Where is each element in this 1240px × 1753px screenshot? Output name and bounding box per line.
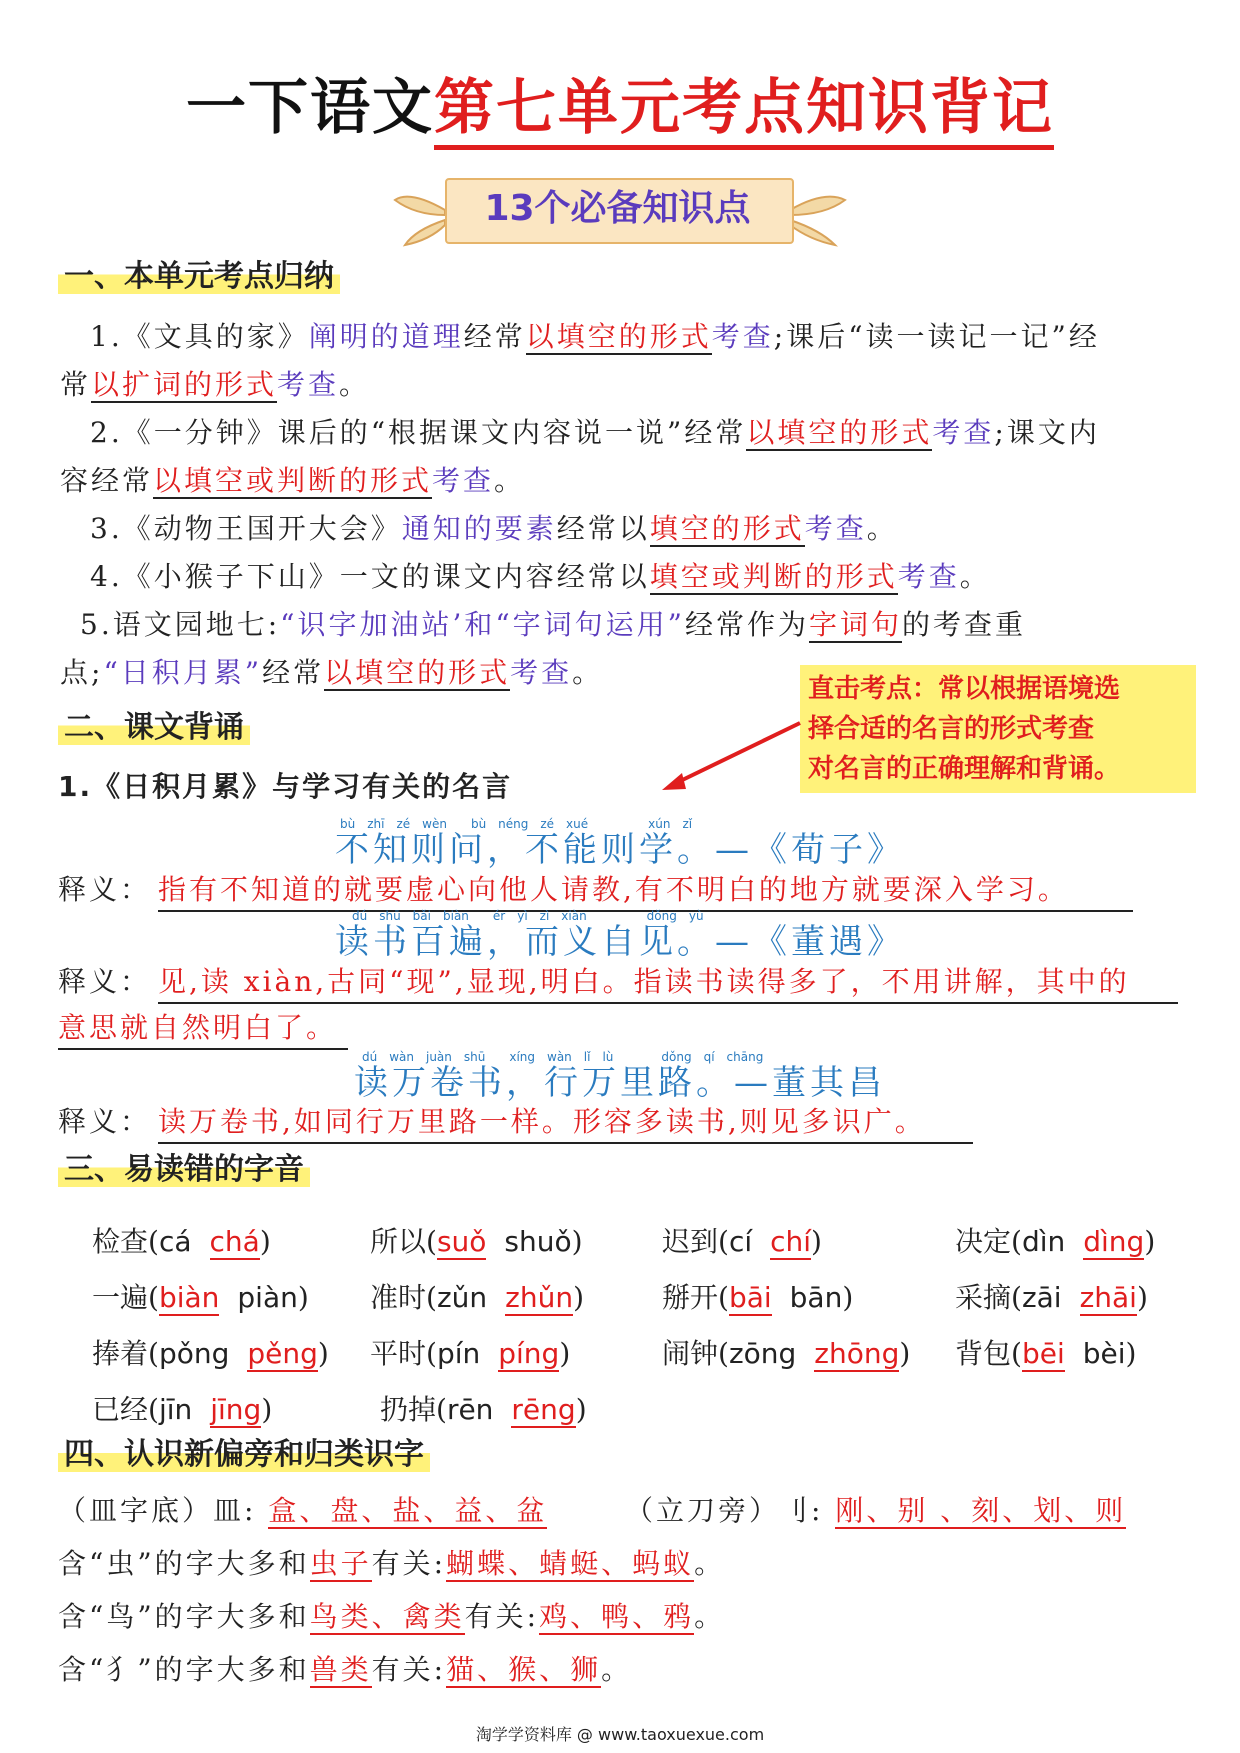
text: 。 <box>572 656 604 689</box>
quote-3-explanation: 读万卷书,如同行万里路一样。形容多读书,则见多识广。 <box>158 1100 973 1144</box>
text: 已经( <box>92 1393 159 1426</box>
text: 所以( <box>370 1225 437 1258</box>
text: 考查 <box>711 320 774 353</box>
text: ) <box>1136 1281 1148 1314</box>
text: dìn <box>1021 1225 1066 1258</box>
s1-item4 <box>90 553 991 601</box>
text: jīng <box>210 1393 262 1426</box>
text: 1.《文具的家》 <box>90 320 309 353</box>
text: cí <box>728 1225 753 1258</box>
banner <box>390 170 850 252</box>
page-title <box>0 68 1240 148</box>
text: 点; <box>60 656 104 689</box>
text: 含“鸟”的字大多和 <box>58 1600 310 1633</box>
explain-label: 释义： <box>58 873 152 906</box>
text: bāi <box>728 1281 772 1314</box>
text: 捧着( <box>92 1337 159 1370</box>
text: 有关: <box>371 1653 447 1686</box>
text: 以填空的形式 <box>324 656 511 689</box>
section-1-title: 一、本单元考点归纳 <box>58 259 340 294</box>
quote-2-explanation-line2: 意思就自然明白了。 <box>58 1006 348 1050</box>
text: 。 <box>494 464 526 497</box>
text: ) <box>1144 1225 1156 1258</box>
quote-1-explanation: 指有不知道的就要虚心向他人请教,有不明白的地方就要深入学习。 <box>158 868 1133 912</box>
text: bèi <box>1082 1337 1126 1370</box>
section-2-heading <box>58 708 250 748</box>
pronunciation-item <box>370 1220 583 1260</box>
text: 经常以 <box>556 512 650 545</box>
text: 5.语文园地七: <box>80 608 281 641</box>
text: 考查 <box>510 656 573 689</box>
text: 盒、盘、盐、益、盆 <box>268 1494 548 1527</box>
quote-3: 读万卷书，行万里路。—董其昌 <box>354 1063 886 1103</box>
text: 兽类 <box>309 1653 372 1686</box>
s1-item5-line2 <box>60 649 603 697</box>
text: zhāi <box>1079 1281 1137 1314</box>
text: zōng <box>728 1337 797 1370</box>
text: 。 <box>601 1653 633 1686</box>
text: ) <box>297 1281 309 1314</box>
text: （皿字底）皿: <box>58 1494 257 1527</box>
s4-line1-right <box>625 1487 1126 1535</box>
explain-label: 释义： <box>58 1105 152 1138</box>
text: 掰开( <box>662 1281 729 1314</box>
text: biàn <box>158 1281 220 1314</box>
s4-line3 <box>58 1593 725 1641</box>
pronunciation-item <box>662 1220 822 1260</box>
text: 3.《动物王国开大会》 <box>90 512 402 545</box>
s4-line4 <box>58 1646 632 1694</box>
s4-line1-left <box>58 1487 547 1535</box>
exam-tip-note <box>800 665 1196 793</box>
s1-item2-line2 <box>60 457 525 505</box>
text: 平时( <box>370 1337 437 1370</box>
section-4-heading <box>58 1435 430 1475</box>
arrow-icon <box>660 715 810 795</box>
text: 填空或判断的形式 <box>649 560 898 593</box>
text: píng <box>498 1337 560 1370</box>
quote-2: 读书百遍，而义自见。—《董遇》 <box>335 922 905 962</box>
text: 以填空的形式 <box>746 416 933 449</box>
text: 猫、猴、狮 <box>446 1653 602 1686</box>
text: chá <box>209 1225 260 1258</box>
text: ) <box>559 1337 571 1370</box>
text: 鸡、鸭、鸦 <box>539 1600 695 1633</box>
text: 填空的形式 <box>649 512 805 545</box>
text: 经常 <box>262 656 325 689</box>
text: 以扩词的形式 <box>91 368 278 401</box>
text: chí <box>770 1225 812 1258</box>
note-line: 直击考点：常以根据语境选 <box>808 674 1121 704</box>
text: 。 <box>339 368 371 401</box>
q1-pinyin: bù zhī zé wèn bù néng zé xué xún zǐ <box>340 817 693 831</box>
s1-item1-line1 <box>90 313 1100 361</box>
text: 4.《小猴子下山》一文的课文内容经常以 <box>90 560 650 593</box>
text: 有关: <box>464 1600 540 1633</box>
s1-item2-line1 <box>90 409 1100 457</box>
quote-2-explanation-line1: 见,读 xiàn,古同“现”,显现,明白。指读书读得多了，不用讲解，其中的 <box>158 960 1178 1004</box>
quote-1: 不知则问，不能则学。—《荀子》 <box>335 830 905 870</box>
text: ) <box>575 1393 587 1426</box>
text: pěng <box>247 1337 318 1370</box>
text: 2.《一分钟》课后的“根据课文内容说一说”经常 <box>90 416 747 449</box>
text: 有关: <box>371 1547 447 1580</box>
pronunciation-item <box>92 1388 272 1428</box>
text: 阐明的道理 <box>308 320 464 353</box>
text: rēng <box>511 1393 576 1426</box>
text: 含“犭”的字大多和 <box>58 1653 310 1686</box>
text: bēi <box>1021 1337 1065 1370</box>
explain-label: 释义： <box>58 965 152 998</box>
text: 通知的要素 <box>401 512 557 545</box>
text: 。 <box>866 512 898 545</box>
text: 以填空或判断的形式 <box>153 464 433 497</box>
text: cá <box>158 1225 192 1258</box>
text: （立刀旁）刂: <box>625 1494 824 1527</box>
text: 。 <box>694 1547 726 1580</box>
pronunciation-item <box>92 1220 271 1260</box>
text: ;课后“读一读记一记”经 <box>773 320 1100 353</box>
title-part1: 一下语文 <box>186 73 434 143</box>
text: 考查 <box>804 512 867 545</box>
text: 。 <box>959 560 991 593</box>
q3-pinyin: dú wàn juàn shū xíng wàn lǐ lù dǒng qí chāng <box>362 1050 764 1064</box>
text: ) <box>571 1225 583 1258</box>
text: 考查 <box>932 416 995 449</box>
text: 容经常 <box>60 464 154 497</box>
text: suǒ <box>436 1225 487 1258</box>
pronunciation-item <box>370 1332 570 1372</box>
pronunciation-item <box>662 1332 910 1372</box>
note-line: 择合适的名言的形式考查 <box>808 714 1095 744</box>
text: zǔn <box>436 1281 488 1314</box>
text: 经常作为 <box>685 608 810 641</box>
text: jīn <box>158 1393 193 1426</box>
s2-subtitle: 1.《日积月累》与学习有关的名言 <box>58 770 513 803</box>
text: ) <box>259 1225 271 1258</box>
text: 扔掉( <box>380 1393 447 1426</box>
banner-text: 13个必备知识点 <box>484 188 751 229</box>
text: ) <box>842 1281 854 1314</box>
text: zāi <box>1021 1281 1062 1314</box>
text: zhǔn <box>505 1281 574 1314</box>
text: shuǒ <box>504 1225 572 1258</box>
text: 含“虫”的字大多和 <box>58 1547 310 1580</box>
text: 闹钟( <box>662 1337 729 1370</box>
text: “日积月累” <box>103 656 263 689</box>
text: 考查 <box>277 368 340 401</box>
text: 刚、别 、刻、划、则 <box>835 1494 1127 1527</box>
text: 常 <box>60 368 92 401</box>
text: 字词句 <box>809 608 903 641</box>
text: piàn <box>237 1281 298 1314</box>
text: “识字加油站’和“字词句运用” <box>280 608 686 641</box>
pronunciation-item <box>92 1332 329 1372</box>
text: 考查 <box>432 464 495 497</box>
text: ) <box>317 1337 329 1370</box>
text: 。 <box>694 1600 726 1633</box>
section-2-title: 二、课文背诵 <box>58 710 250 745</box>
text: 采摘( <box>955 1281 1022 1314</box>
text: 迟到( <box>662 1225 729 1258</box>
text: 一遍( <box>92 1281 159 1314</box>
text: 考查 <box>897 560 960 593</box>
s1-item5-line1 <box>80 601 1026 649</box>
text: ;课文内 <box>994 416 1100 449</box>
text: pín <box>436 1337 481 1370</box>
pronunciation-item <box>955 1220 1155 1260</box>
section-3-title: 三、易读错的字音 <box>58 1152 310 1187</box>
text: 虫子 <box>309 1547 372 1580</box>
section-3-heading <box>58 1150 310 1190</box>
text: rēn <box>446 1393 494 1426</box>
pronunciation-item <box>92 1276 309 1316</box>
section-1-heading <box>58 257 340 297</box>
text: dìng <box>1083 1225 1145 1258</box>
s4-line2 <box>58 1540 725 1588</box>
text: 经常 <box>463 320 526 353</box>
text: 决定( <box>955 1225 1022 1258</box>
text: 的考查重 <box>902 608 1027 641</box>
footer: 淘学学资料库 @ www.taoxuexue.com <box>475 1725 765 1744</box>
section-4-title: 四、认识新偏旁和归类识字 <box>58 1437 430 1472</box>
pronunciation-item <box>370 1276 584 1316</box>
s1-item3 <box>90 505 898 553</box>
text: 背包( <box>955 1337 1022 1370</box>
text: 以填空的形式 <box>525 320 712 353</box>
note-line: 对名言的正确理解和背诵。 <box>808 754 1121 784</box>
text: ) <box>811 1225 822 1258</box>
text: 鸟类、禽类 <box>309 1600 465 1633</box>
pronunciation-item <box>955 1332 1136 1372</box>
pronunciation-item <box>662 1276 853 1316</box>
text: ) <box>573 1281 585 1314</box>
text: ) <box>261 1393 273 1426</box>
pronunciation-item <box>955 1276 1148 1316</box>
q2-pinyin: dú shū bǎi biàn ér yì zì xiàn dǒng yù <box>352 909 704 923</box>
pronunciation-item <box>380 1388 587 1428</box>
text: 检查( <box>92 1225 159 1258</box>
text: bān <box>789 1281 843 1314</box>
text: ) <box>899 1337 911 1370</box>
text: pǒng <box>158 1337 230 1370</box>
text: 准时( <box>370 1281 437 1314</box>
text: ) <box>1125 1337 1137 1370</box>
text: 蝴蝶、蜻蜓、蚂蚁 <box>446 1547 695 1580</box>
s1-item1-line2 <box>60 361 370 409</box>
text: zhōng <box>814 1337 900 1370</box>
title-part2: 第七单元考点知识背记 <box>434 73 1054 150</box>
